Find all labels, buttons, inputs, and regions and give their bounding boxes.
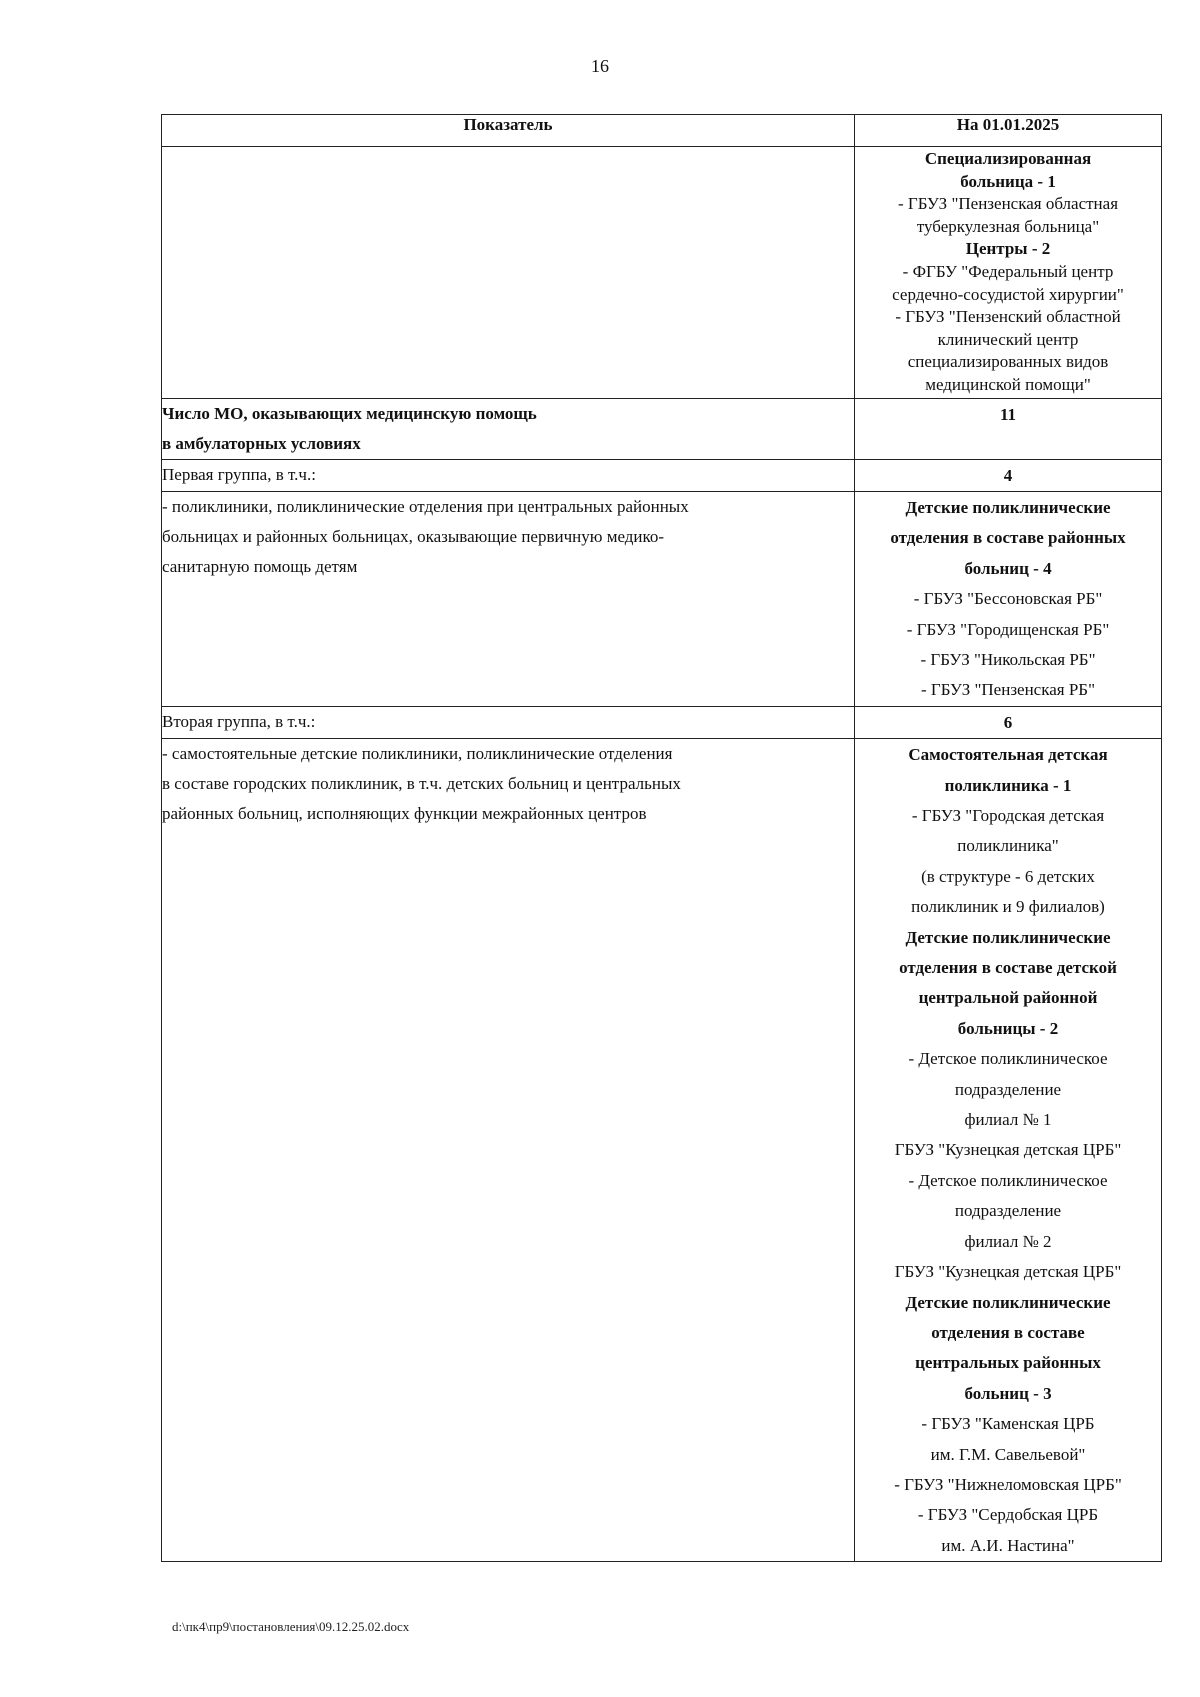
row-ambulatory-label-line-2: в амбулаторных условиях (162, 433, 361, 453)
cell-line: - ГБУЗ "Пензенская областная (897, 194, 1119, 214)
cell-line: поликлиник и 9 филиалов) (911, 897, 1105, 917)
row-group1-detail-left (162, 491, 855, 706)
footer-file-path: d:\пк4\пр9\постановления\09.12.25.02.docx (172, 1619, 410, 1634)
row-ambulatory (162, 398, 1162, 459)
cell-line: (в структуре - 6 детских (921, 866, 1095, 886)
cell-line: - ГБУЗ "Никольская РБ" (920, 649, 1096, 669)
row-group1-label: Первая группа, в т.ч.: (162, 459, 855, 491)
cell-line: клинический центр (937, 329, 1079, 349)
cell-line: Специализированная (924, 149, 1092, 168)
row-ambulatory-label-line-1: Число МО, оказывающих медицинскую помощь (162, 403, 537, 423)
cell-line: туберкулезная больница" (916, 216, 1100, 236)
cell-line: больниц - 4 (964, 558, 1052, 578)
cell-line: больниц - 3 (964, 1383, 1052, 1403)
cell-line: подразделение (954, 1201, 1062, 1221)
header-date: На 01.01.2025 (855, 115, 1162, 147)
cell-line: - ГБУЗ "Каменская ЦРБ (921, 1414, 1095, 1434)
row-group1-detail (162, 491, 1162, 706)
cell-line: - Детское поликлиническое (908, 1049, 1108, 1069)
cell-line: отделения в составе (931, 1322, 1085, 1342)
cell-line: районных больниц, исполняющих функции межрайонных центров (162, 804, 647, 824)
row-ambulatory-value (855, 398, 1162, 459)
row-group2-detail-right (855, 739, 1162, 1562)
cell-line: - ГБУЗ "Городская детская (911, 806, 1105, 825)
indicators-table (161, 114, 1162, 1562)
page-number: 16 (591, 56, 609, 76)
cell-line: - поликлиники, поликлинические отделения при центральных районных (162, 496, 689, 516)
cell-line: ГБУЗ "Кузнецкая детская ЦРБ" (894, 1262, 1122, 1282)
row-group2-detail-left (162, 739, 855, 1562)
cell-line: Самостоятельная детская (908, 745, 1108, 765)
cell-line: - Детское поликлиническое (908, 1170, 1108, 1190)
cell-line: больницы - 2 (957, 1018, 1059, 1038)
cell-line: центральных районных (915, 1353, 1101, 1373)
cell-line: отделения в составе детской (899, 958, 1117, 978)
cell-line: больницах и районных больницах, оказывающие первичную медико- (162, 526, 665, 546)
row-ambulatory-label (162, 398, 855, 459)
row-group2-detail (162, 739, 1162, 1562)
cell-line: им. А.И. Настина" (941, 1535, 1075, 1555)
cell-line: - ГБУЗ "Городищенская РБ" (906, 619, 1110, 639)
table-header-row (162, 115, 1162, 147)
cell-line: поликлиника" (957, 836, 1059, 856)
cell-line: - ФГБУ "Федеральный центр (902, 261, 1114, 281)
cell-line: поликлиника - 1 (944, 775, 1072, 795)
cell-line: филиал № 1 (964, 1110, 1052, 1130)
row-specialized-right (855, 147, 1162, 399)
cell-line: Детские поликлинические (905, 1292, 1111, 1312)
row-group1-value-text: 4 (1003, 465, 1013, 485)
row-group2-value-text: 6 (1003, 712, 1013, 732)
row-group2 (162, 706, 1162, 738)
cell-line: филиал № 2 (964, 1231, 1052, 1251)
cell-line: Детские поликлинические (905, 497, 1111, 517)
row-specialized (162, 147, 1162, 399)
header-indicator: Показатель (162, 115, 855, 147)
cell-line: - ГБУЗ "Нижнеломовская ЦРБ" (894, 1474, 1122, 1494)
row-specialized-left (162, 147, 855, 399)
cell-line: Детские поликлинические (905, 927, 1111, 947)
cell-line: подразделение (954, 1079, 1062, 1099)
cell-line: им. Г.М. Савельевой" (930, 1444, 1086, 1464)
cell-line: в составе городских поликлиник, в т.ч. детских больниц и центральных (162, 774, 681, 794)
row-group2-value (855, 706, 1162, 738)
cell-line: ГБУЗ "Кузнецкая детская ЦРБ" (894, 1140, 1122, 1160)
cell-line: центральной районной (918, 988, 1098, 1008)
cell-line: - самостоятельные детские поликлиники, поликлинические отделения (162, 744, 673, 764)
cell-line: отделения в составе районных (890, 528, 1126, 548)
cell-line: санитарную помощь детям (162, 556, 358, 576)
cell-line: - ГБУЗ "Сердобская ЦРБ (917, 1505, 1099, 1525)
cell-line: - ГБУЗ "Пензенская РБ" (920, 680, 1096, 700)
cell-line: - ГБУЗ "Пензенский областной (895, 307, 1121, 327)
cell-line: - ГБУЗ "Бессоновская РБ" (913, 589, 1103, 609)
cell-line: Центры - 2 (965, 239, 1051, 259)
cell-line: больница - 1 (960, 171, 1056, 191)
row-group1-detail-right (855, 491, 1162, 706)
cell-line: сердечно-сосудистой хирургии" (892, 284, 1124, 304)
row-group2-label: Вторая группа, в т.ч.: (162, 706, 855, 738)
row-group1-value (855, 459, 1162, 491)
row-group1 (162, 459, 1162, 491)
cell-line: медицинской помощи" (925, 374, 1091, 394)
cell-line: специализированных видов (907, 352, 1109, 372)
row-ambulatory-value-text: 11 (999, 404, 1017, 424)
